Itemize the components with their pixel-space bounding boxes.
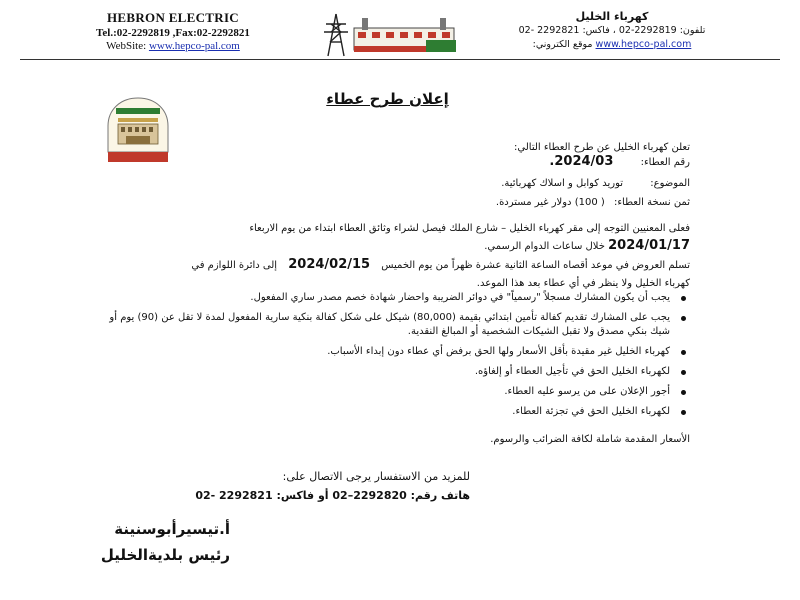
mosque-building-icon <box>354 18 456 52</box>
purchase-paragraph <box>100 222 690 254</box>
contact-phone-fax: هاتف رقم: 2292820–02 أو فاكس: 2292821 -02 <box>195 489 470 502</box>
website-label-arabic: موقع الكتروني: <box>532 39 593 50</box>
contact-english: Tel.:02-2292819 ,Fax:02-2292821 <box>96 27 250 39</box>
submission-deadline-date: 2024/02/15 <box>288 257 371 272</box>
list-item: يجب أن يكون المشارك مسجلاً "رسمياً" في دوائر الضريبة واحضار شهادة خصم مصدر ساري المفعول. <box>100 291 690 305</box>
purchase-text: فعلى المعنيين التوجه إلى مقر كهرباء الخليل – شارع الملك فيصل لشراء وثائق العطاء ابتداء من يوم الاربعاء <box>249 223 690 234</box>
subject-line <box>130 177 690 191</box>
list-item: أجور الإعلان على من يرسو عليه العطاء. <box>100 385 690 399</box>
intro-line: تعلن كهرباء الخليل عن طرح العطاء التالي: <box>514 142 690 153</box>
list-item: لكهرباء الخليل الحق في تأجيل العطاء أو إلغاؤه. <box>100 365 690 379</box>
company-name-arabic: كهرباء الخليل <box>575 10 649 23</box>
hebron-electric-logo <box>322 10 464 58</box>
website-link-arabic[interactable]: www.hepco-pal.com <box>595 39 692 50</box>
contact-intro: للمزيد من الاستفسار يرجى الاتصال على: <box>282 470 470 483</box>
website-label-english: WebSite: <box>106 40 147 52</box>
subject-value: توريد كوابل و اسلاك كهربائية. <box>501 178 624 189</box>
price-line <box>130 196 690 210</box>
list-item: يجب على المشارك تقديم كفالة تأمين ابتدائي بقيمة (80,000) شيكل على شكل كفالة بنكية سارية المفعول لمدة لا تقل عن (90) يوم أو شيك بنكي مصدق ولا تقبل الشيكات الشخصية أو المبالغ النقدية. <box>100 311 690 339</box>
price-label: ثمن نسخة العطاء: <box>613 197 690 208</box>
list-item: كهرباء الخليل غير مقيدة بأقل الأسعار ولها الحق برفض أي عطاء دون إبداء الأسباب. <box>100 345 690 359</box>
tender-number-label: رقم العطاء: <box>640 157 690 168</box>
submission-text: تسلم العروض في موعد أقصاه الساعة الثانية عشرة ظهراً من يوم الخميس <box>381 260 690 271</box>
power-tower-icon <box>324 14 348 56</box>
website-english <box>58 40 288 52</box>
website-arabic <box>482 39 742 50</box>
submission-note: كهرباء الخليل ولا ينظر في أي عطاء بعد هذا الموعد. <box>476 278 690 289</box>
list-item: لكهرباء الخليل الحق في تجزئة العطاء. <box>100 405 690 419</box>
company-name-english: HEBRON ELECTRIC <box>107 10 239 25</box>
purchase-start-date: 2024/01/17 <box>608 238 690 253</box>
prices-note: الأسعار المقدمة شاملة لكافة الضرائب والرسوم. <box>490 434 690 445</box>
signatory-name: أ.تيسيرأبوسنينة <box>114 520 230 538</box>
letterhead-english <box>58 10 288 52</box>
conditions-list <box>100 291 690 425</box>
announcement-title: إعلان طرح عطاء <box>326 90 449 108</box>
contact-arabic: تلفون: 2292819-02 ، فاكس: 2292821 -02 <box>518 25 706 36</box>
submission-paragraph <box>100 258 690 291</box>
signatory-position: رئيس بلديةالخليل <box>100 546 230 564</box>
letterhead-arabic <box>482 10 742 50</box>
subject-label: الموضوع: <box>650 178 690 189</box>
tender-number-line <box>130 155 690 170</box>
submission-destination: إلى دائرة اللوازم في <box>191 260 278 271</box>
tender-number-value: 2024/03. <box>549 154 614 169</box>
price-value: ( 100) دولار غير مستردة. <box>495 197 605 208</box>
website-link-english[interactable]: www.hepco-pal.com <box>148 40 240 52</box>
letterhead-divider <box>20 59 780 60</box>
purchase-hours-text: خلال ساعات الدوام الرسمي. <box>484 241 605 252</box>
